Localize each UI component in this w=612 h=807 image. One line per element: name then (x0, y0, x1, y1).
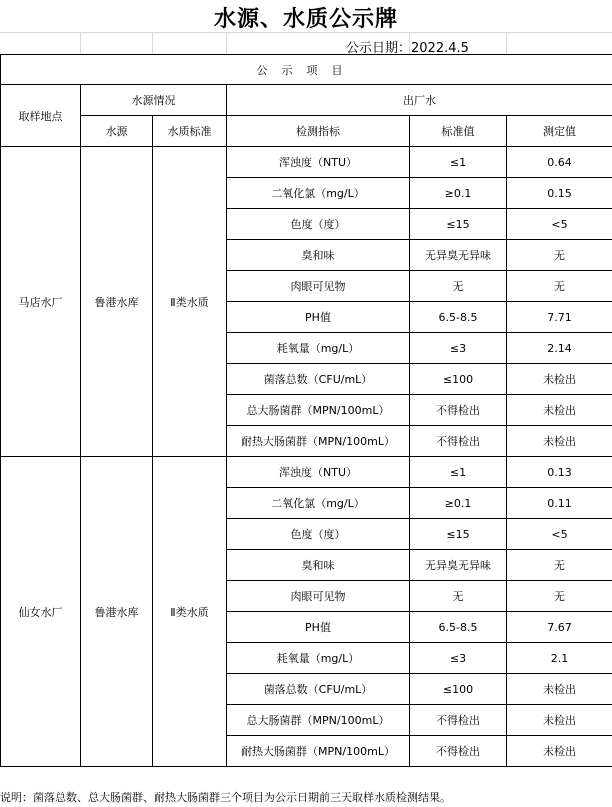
indicator-name: 总大肠菌群（MPN/100mL） (227, 395, 410, 426)
water-quality-table (0, 54, 612, 767)
water-source: 鲁港水库 (81, 147, 153, 457)
header-indicator: 检测指标 (227, 116, 410, 147)
indicator-name: 臭和味 (227, 550, 410, 581)
standard-value: 不得检出 (410, 426, 507, 457)
publish-date: 公示日期：2022.4.5 (346, 41, 469, 56)
standard-value: 不得检出 (410, 395, 507, 426)
measured-value: 无 (507, 271, 612, 302)
table-row (1, 147, 612, 178)
standard-value: ≤1 (410, 457, 507, 488)
grid-line (0, 32, 612, 33)
measured-value: 2.1 (507, 643, 612, 674)
header-site: 取样地点 (1, 85, 81, 147)
indicator-name: 色度（度） (227, 209, 410, 240)
indicator-name: 菌落总数（CFU/mL） (227, 674, 410, 705)
indicator-name: 耐热大肠菌群（MPN/100mL） (227, 426, 410, 457)
standard-value: 无 (410, 581, 507, 612)
indicator-name: 浑浊度（NTU） (227, 147, 410, 178)
water-source: 鲁港水库 (81, 457, 153, 767)
header-measured-value: 测定值 (507, 116, 612, 147)
measured-value: <5 (507, 519, 612, 550)
standard-value: 不得检出 (410, 736, 507, 767)
measured-value: 未检出 (507, 364, 612, 395)
standard-value: 不得检出 (410, 705, 507, 736)
indicator-name: 肉眼可见物 (227, 581, 410, 612)
section-header: 公示项目 (1, 55, 612, 85)
indicator-name: 色度（度） (227, 519, 410, 550)
indicator-name: PH值 (227, 302, 410, 333)
table-row (1, 457, 612, 488)
grid-line (80, 32, 81, 54)
standard-value: ≤3 (410, 643, 507, 674)
header-quality-standard: 水质标准 (153, 116, 227, 147)
indicator-name: 浑浊度（NTU） (227, 457, 410, 488)
sampling-site: 马店水厂 (1, 147, 81, 457)
water-quality-class: Ⅱ类水质 (153, 147, 227, 457)
indicator-name: 二氧化氯（mg/L） (227, 488, 410, 519)
measured-value: 0.11 (507, 488, 612, 519)
grid-line (226, 32, 227, 54)
measured-value: 无 (507, 550, 612, 581)
measured-value: 0.13 (507, 457, 612, 488)
sampling-site: 仙女水厂 (1, 457, 81, 767)
indicator-name: 二氧化氯（mg/L） (227, 178, 410, 209)
measured-value: <5 (507, 209, 612, 240)
header-source-info: 水源情况 (81, 85, 227, 116)
standard-value: 无异臭无异味 (410, 550, 507, 581)
standard-value: ≥0.1 (410, 178, 507, 209)
footnote: 说明：菌落总数、总大肠菌群、耐热大肠菌群三个项目为公示日期前三天取样水质检测结果。 (0, 791, 451, 804)
measured-value: 0.64 (507, 147, 612, 178)
standard-value: ≤15 (410, 209, 507, 240)
measured-value: 7.67 (507, 612, 612, 643)
standard-value: ≤3 (410, 333, 507, 364)
measured-value: 7.71 (507, 302, 612, 333)
header-source: 水源 (81, 116, 153, 147)
standard-value: 6.5-8.5 (410, 302, 507, 333)
indicator-name: 臭和味 (227, 240, 410, 271)
standard-value: ≤100 (410, 364, 507, 395)
measured-value: 0.15 (507, 178, 612, 209)
grid-line (506, 32, 507, 54)
indicator-name: 菌落总数（CFU/mL） (227, 364, 410, 395)
measured-value: 未检出 (507, 395, 612, 426)
measured-value: 未检出 (507, 736, 612, 767)
water-quality-class: Ⅱ类水质 (153, 457, 227, 767)
measured-value: 无 (507, 240, 612, 271)
grid-line (152, 32, 153, 54)
standard-value: 6.5-8.5 (410, 612, 507, 643)
measured-value: 2.14 (507, 333, 612, 364)
standard-value: 无 (410, 271, 507, 302)
header-standard-value: 标准值 (410, 116, 507, 147)
standard-value: ≤100 (410, 674, 507, 705)
measured-value: 未检出 (507, 705, 612, 736)
standard-value: ≤15 (410, 519, 507, 550)
header-outlet-water: 出厂水 (227, 85, 612, 116)
measured-value: 无 (507, 581, 612, 612)
indicator-name: 耗氧量（mg/L） (227, 643, 410, 674)
measured-value: 未检出 (507, 674, 612, 705)
indicator-name: 肉眼可见物 (227, 271, 410, 302)
standard-value: ≥0.1 (410, 488, 507, 519)
page-title: 水源、水质公示牌 (213, 7, 398, 32)
standard-value: ≤1 (410, 147, 507, 178)
indicator-name: PH值 (227, 612, 410, 643)
standard-value: 无异臭无异味 (410, 240, 507, 271)
indicator-name: 耗氧量（mg/L） (227, 333, 410, 364)
indicator-name: 耐热大肠菌群（MPN/100mL） (227, 736, 410, 767)
indicator-name: 总大肠菌群（MPN/100mL） (227, 705, 410, 736)
measured-value: 未检出 (507, 426, 612, 457)
